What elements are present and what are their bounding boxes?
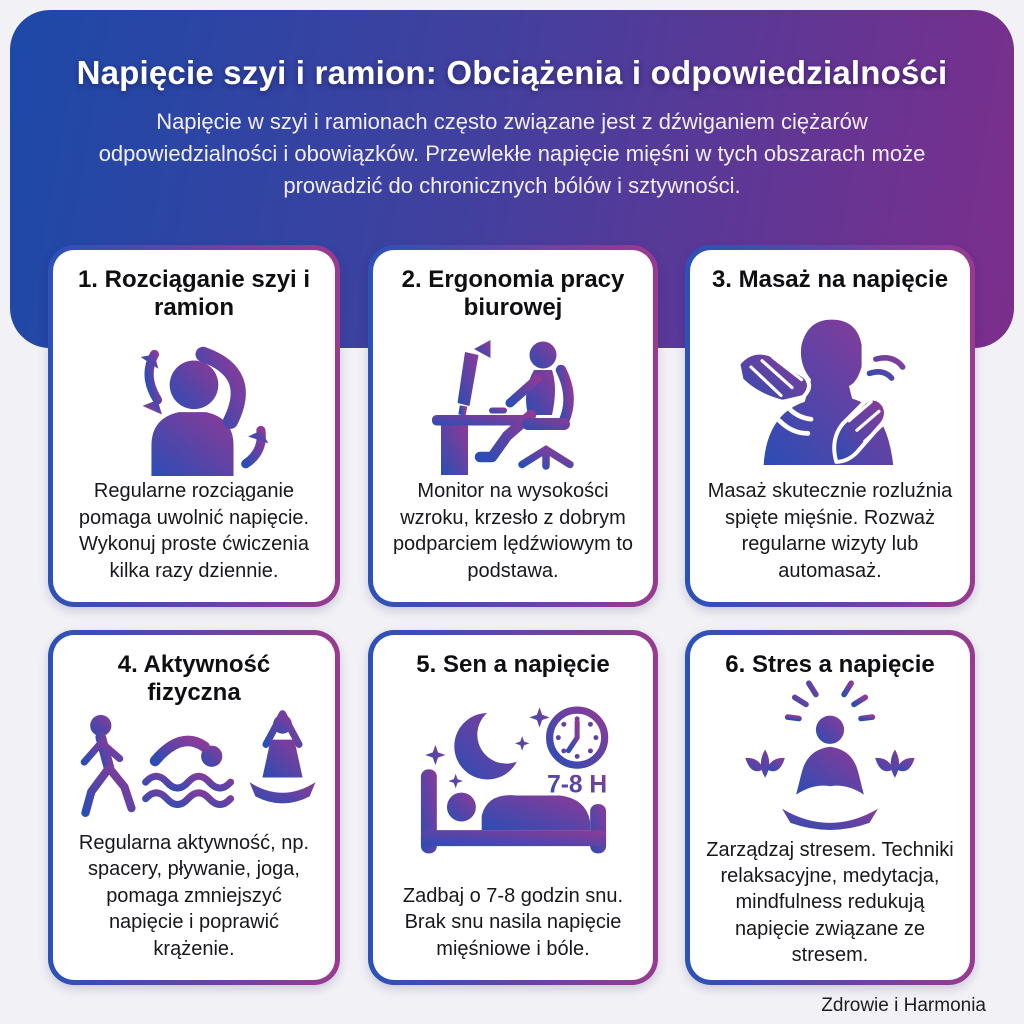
card-text: Regularna aktywność, np. spacery, pływanie, joga, pomaga zmniejszyć napięcie i poprawić krążenie. <box>78 832 310 960</box>
card-title: 2. Ergonomia pracy biurowej <box>401 266 625 321</box>
card-title: 3. Masaż na napięcie <box>711 266 949 293</box>
card-neck-stretching <box>48 245 340 607</box>
card-text: Masaż skutecznie rozluźnia spięte mięśnie. Rozważ regularne wizyty lub automasaż. <box>707 480 953 582</box>
brand-credit: Zdrowie i Harmonia <box>821 995 986 1016</box>
page-subtitle: Napięcie w szyi i ramionach często związane jest z dźwiganiem ciężarów odpowiedzialności i obowiązków. Przewlekłe napięcie mięśni w tych obszarach może prowadzić do chronicznych bólów i sztywności. <box>98 109 926 198</box>
card-title: 1. Rozciąganie szyi i ramion <box>77 266 311 321</box>
card-stress <box>685 630 975 985</box>
card-title: 6. Stres a napięcie <box>725 651 935 678</box>
card-text: Zarządzaj stresem. Techniki relaksacyjne, medytacja, mindfulness redukują napięcie związane ze stresem. <box>706 838 954 967</box>
card-physical-activity <box>48 630 340 985</box>
card-sleep <box>368 630 658 985</box>
massage-icon <box>735 294 925 479</box>
page-title: Napięcie szyi i ramion: Obciążenia i odpowiedzialności <box>76 54 948 91</box>
clock-hours-label: 7-8 H <box>546 771 607 799</box>
desk-ergonomics-icon <box>420 321 606 478</box>
neck-stretch-icon <box>101 321 287 478</box>
card-title: 5. Sen a napięcie <box>416 651 610 678</box>
physical-activity-icons <box>68 706 320 830</box>
card-massage <box>685 245 975 607</box>
card-text: Regularne rozciąganie pomaga uwolnić napięcie. Wykonuj proste ćwiczenia kilka razy dziennie. <box>78 480 310 582</box>
card-title: 4. Aktywność fizyczna <box>117 651 271 706</box>
card-text: Monitor na wysokości wzroku, krzesło z dobrym podparciem lędźwiowym to podstawa. <box>392 480 634 582</box>
meditation-icon <box>731 679 929 837</box>
card-desk-ergonomics <box>368 245 658 607</box>
card-text: Zadbaj o 7-8 godzin snu. Brak snu nasila napięcie mięśniowe i bóle. <box>402 884 624 960</box>
sleep-icon <box>411 679 616 883</box>
